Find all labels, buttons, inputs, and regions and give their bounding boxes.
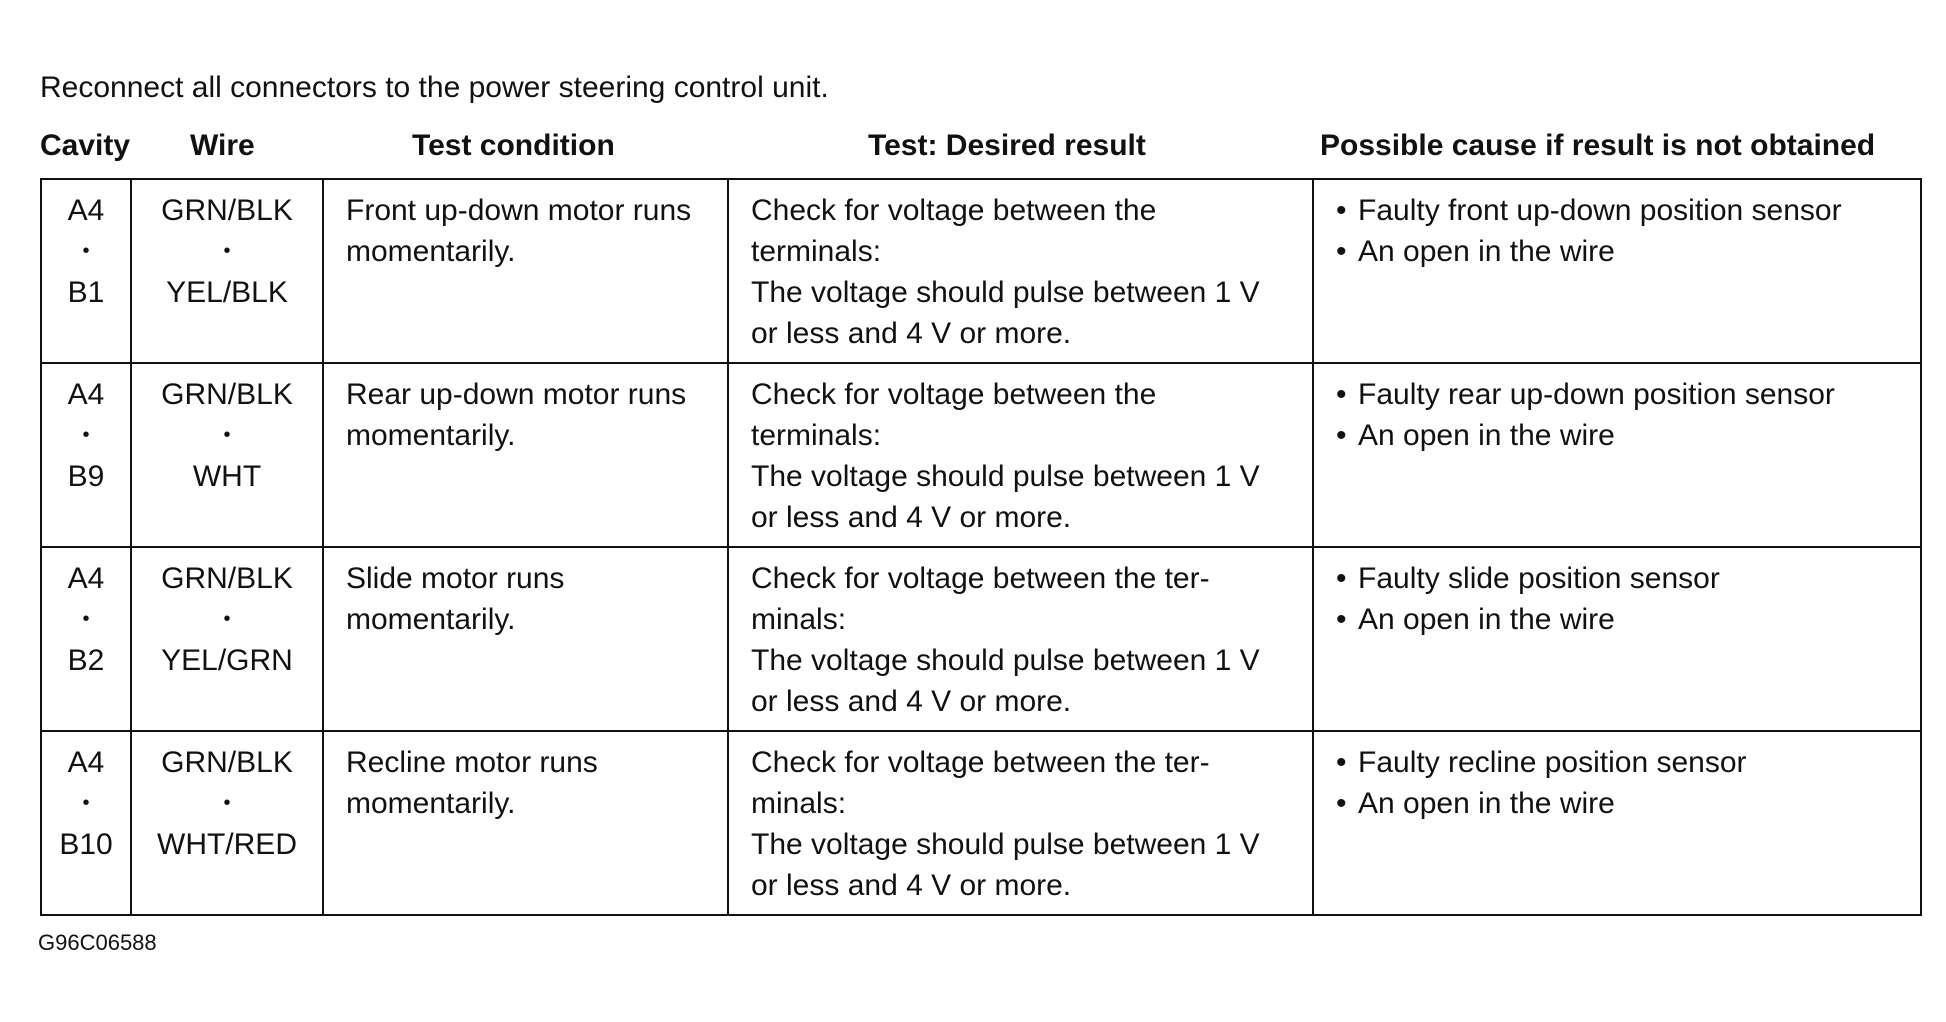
- table-row: [41, 547, 1921, 731]
- header-test-condition: Test condition: [412, 129, 615, 162]
- result-instruction: Check for voltage between the terminals:: [751, 194, 1157, 268]
- wire-bottom: WHT/RED: [157, 828, 297, 861]
- header-possible-cause: Possible cause if result is not obtained: [1320, 129, 1876, 162]
- result-expectation: The voltage should pulse between 1 V or less and 4 V or more.: [751, 828, 1260, 902]
- cause-item: • Faulty slide position sensor: [1336, 558, 1898, 599]
- separator-dot: •: [223, 608, 231, 630]
- wire-top: GRN/BLK: [161, 194, 293, 227]
- cavity-cell: [41, 363, 131, 547]
- test-condition-cell: Rear up-down motor runs momentarily.: [323, 363, 728, 547]
- cause-item: • Faulty recline position sensor: [1336, 742, 1898, 783]
- test-condition-cell: Slide motor runs momentarily.: [323, 547, 728, 731]
- desired-result-cell: [728, 179, 1313, 363]
- header-cavity: Cavity: [40, 129, 131, 162]
- desired-result-cell: [728, 363, 1313, 547]
- desired-result-cell: [728, 547, 1313, 731]
- possible-cause-cell: [1313, 363, 1921, 547]
- wire-bottom: YEL/GRN: [161, 644, 293, 677]
- result-expectation: The voltage should pulse between 1 V or less and 4 V or more.: [751, 460, 1260, 534]
- cavity-top: A4: [67, 562, 105, 595]
- table-row: [41, 363, 1921, 547]
- table-row: [41, 731, 1921, 915]
- separator-dot: •: [223, 240, 231, 262]
- cause-item: • Faulty rear up-down position sensor: [1336, 374, 1898, 415]
- table-header: [40, 124, 1920, 168]
- cause-item: • An open in the wire: [1336, 415, 1898, 456]
- possible-cause-cell: [1313, 179, 1921, 363]
- result-instruction: Check for voltage between the ter-minals:: [751, 562, 1210, 636]
- cavity-top: A4: [67, 746, 105, 779]
- result-expectation: The voltage should pulse between 1 V or less and 4 V or more.: [751, 644, 1260, 718]
- result-instruction: Check for voltage between the terminals:: [751, 378, 1157, 452]
- cause-item: • Faulty front up-down position sensor: [1336, 190, 1898, 231]
- separator-dot: •: [82, 424, 90, 446]
- wire-cell: [131, 547, 323, 731]
- wire-top: GRN/BLK: [161, 378, 293, 411]
- cause-item: • An open in the wire: [1336, 599, 1898, 640]
- figure-id: G96C06588: [38, 930, 157, 955]
- result-expectation: The voltage should pulse between 1 V or less and 4 V or more.: [751, 276, 1260, 350]
- separator-dot: •: [223, 424, 231, 446]
- cause-item: • An open in the wire: [1336, 783, 1898, 824]
- separator-dot: •: [82, 240, 90, 262]
- cavity-bottom: B2: [67, 644, 105, 677]
- cavity-bottom: B9: [67, 460, 105, 493]
- test-condition-cell: Recline motor runs momentarily.: [323, 731, 728, 915]
- desired-result-cell: [728, 731, 1313, 915]
- possible-cause-cell: [1313, 731, 1921, 915]
- wire-top: GRN/BLK: [161, 746, 293, 779]
- test-condition-cell: Front up-down motor runs momentarily.: [323, 179, 728, 363]
- wire-bottom: WHT: [192, 460, 262, 493]
- wire-cell: [131, 363, 323, 547]
- cause-item: • An open in the wire: [1336, 231, 1898, 272]
- cavity-cell: [41, 179, 131, 363]
- header-desired-result: Test: Desired result: [868, 129, 1146, 162]
- table-row: [41, 179, 1921, 363]
- cavity-bottom: B10: [59, 828, 113, 861]
- separator-dot: •: [82, 792, 90, 814]
- cavity-top: A4: [67, 194, 105, 227]
- header-wire: Wire: [190, 129, 255, 162]
- intro-text: Reconnect all connectors to the power steering control unit.: [40, 71, 829, 104]
- wire-top: GRN/BLK: [161, 562, 293, 595]
- cavity-bottom: B1: [67, 276, 105, 309]
- cavity-top: A4: [67, 378, 105, 411]
- test-table: [40, 178, 1922, 916]
- cavity-cell: [41, 547, 131, 731]
- wire-cell: [131, 731, 323, 915]
- separator-dot: •: [223, 792, 231, 814]
- separator-dot: •: [82, 608, 90, 630]
- wire-bottom: YEL/BLK: [166, 276, 288, 309]
- possible-cause-cell: [1313, 547, 1921, 731]
- result-instruction: Check for voltage between the ter-minals:: [751, 746, 1210, 820]
- cavity-cell: [41, 731, 131, 915]
- wire-cell: [131, 179, 323, 363]
